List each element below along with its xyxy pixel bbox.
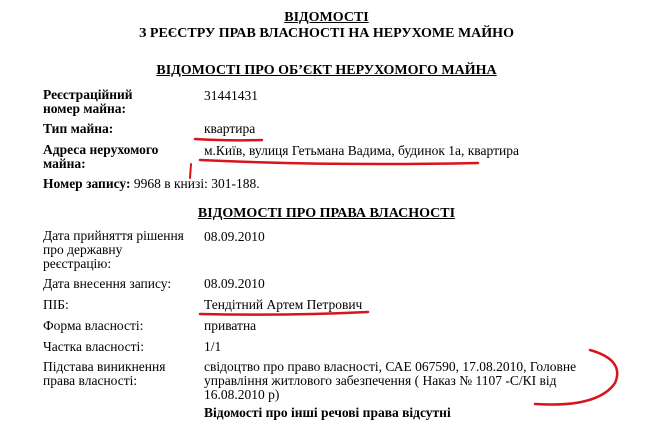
rights-section-heading: ВІДОМОСТІ ПРО ПРАВА ВЛАСНОСТІ [197,206,456,221]
record-number-label: Номер запису: [43,176,131,191]
address-underline-mark [200,160,478,164]
decision-date-value: 08.09.2010 [204,229,265,244]
document-title: ВІДОМОСТІ [284,10,369,25]
registration-number-label: Реєстраційний номер майна: [43,87,133,116]
ownership-share-label: Частка власності: [43,339,144,354]
type-underline-mark [195,139,262,140]
ownership-basis-label: Підстава виникнення права власності: [43,359,166,388]
document-subtitle: З РЕЄСТРУ ПРАВ ВЛАСНОСТІ НА НЕРУХОМЕ МАЙНО [139,26,514,41]
owner-name-label: ПІБ: [43,297,69,312]
property-type-label: Тип майна: [43,121,114,136]
record-number-value: 9968 в книзі: 301-188. [133,176,260,191]
decision-date-label: Дата прийняття рішення про державну реєстрацію: [43,228,184,271]
address-value: м.Київ, вулиця Гетьмана Вадима, будинок 1а, квартира [204,143,519,158]
record-number [43,176,260,192]
property-type-value: квартира [204,121,256,136]
ownership-share-value: 1/1 [204,339,222,354]
ownership-form-label: Форма власності: [43,318,144,333]
address-label: Адреса нерухомого майна: [43,142,159,171]
registration-number-value: 31441431 [204,88,258,103]
ownership-basis-value: свідоцтво про право власності, САЕ 067590, 17.08.2010, Головне управління житлового забезпечення ( Наказ № 1107 -С/КІ від 16.08.2010 р) [204,359,577,402]
object-section-heading: ВІДОМОСТІ ПРО ОБ’ЄКТ НЕРУХОМОГО МАЙНА [156,63,497,78]
owner-name-value: Тендітний Артем Петрович [204,297,363,312]
entry-date-label: Дата внесення запису: [43,276,172,291]
other-rights-note: Відомості про інші речові права відсутні [204,405,451,420]
entry-date-value: 08.09.2010 [204,276,265,291]
ownership-form-value: приватна [204,318,257,333]
